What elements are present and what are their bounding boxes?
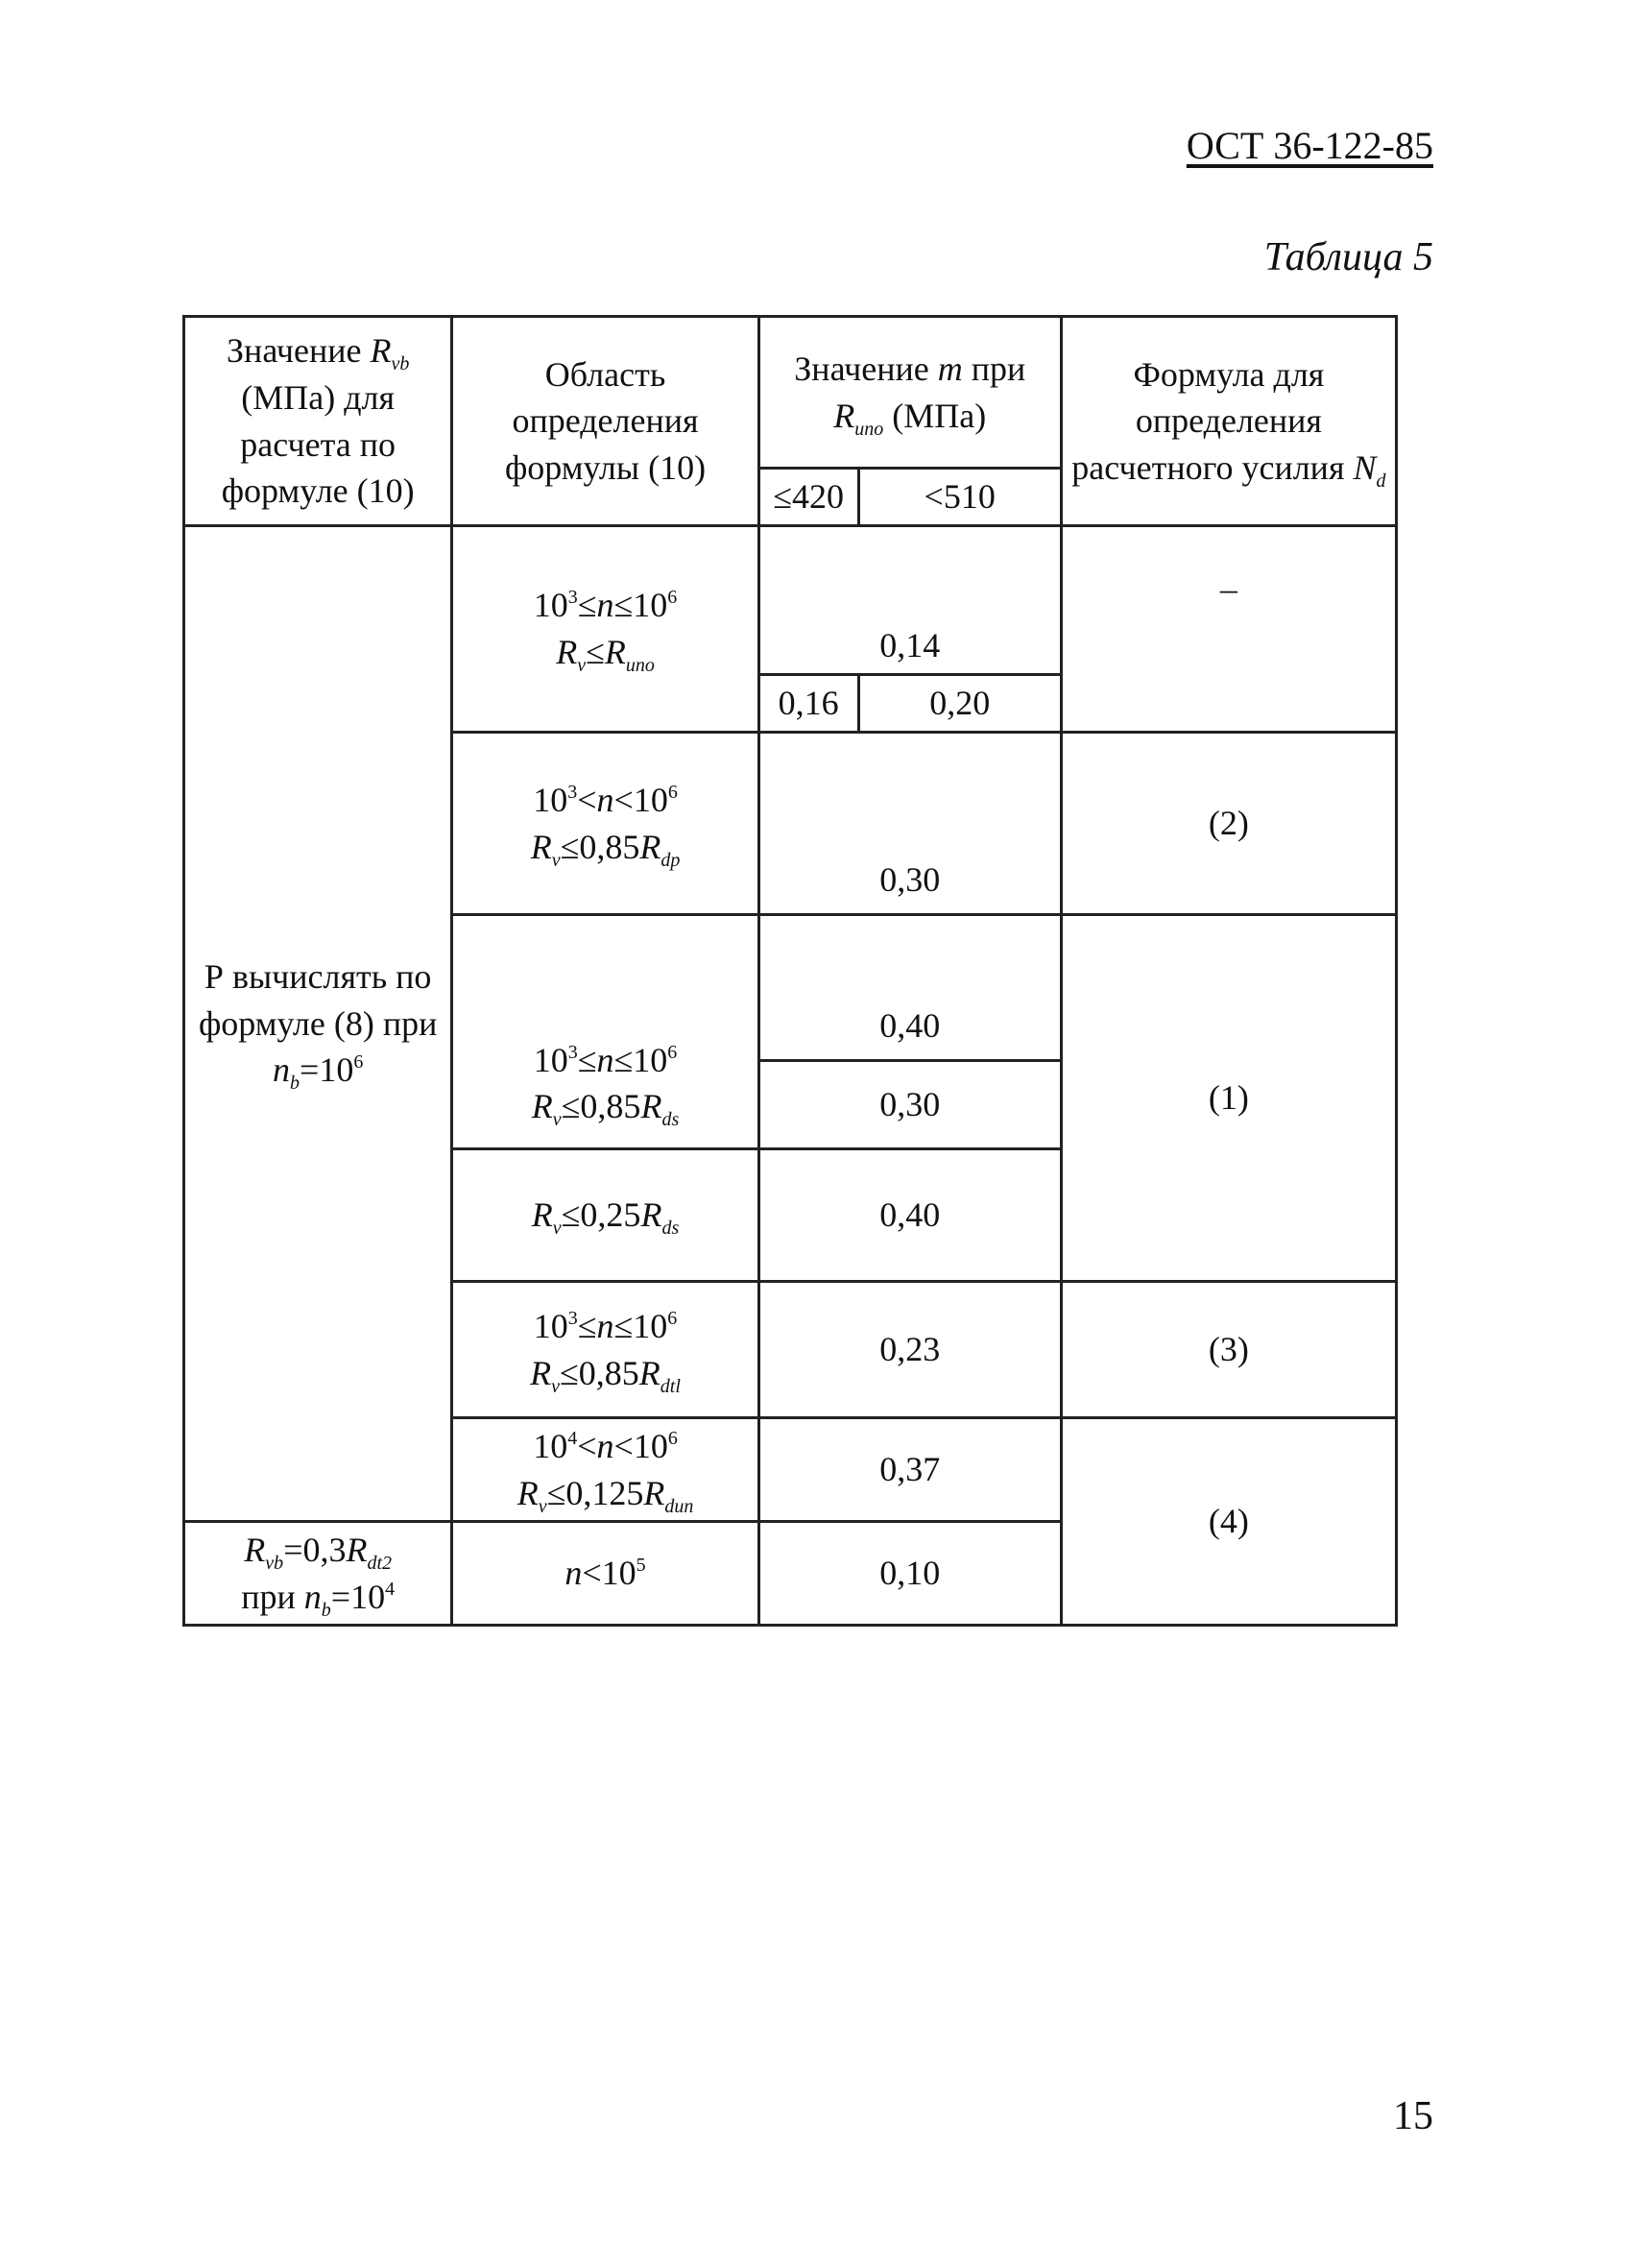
m-value-cell: 0,30 (758, 733, 1061, 915)
domain-cell: $n<10^5$ (452, 1522, 758, 1626)
domain-cell: $10^3<n<10^6$ $R_v\le 0,85R_{dp}$ (452, 733, 758, 915)
header-domain: Область определения формулы (10) (452, 317, 758, 526)
page-number: 15 (1393, 2094, 1433, 2138)
m-value-cell: 0,23 (758, 1282, 1061, 1418)
domain-cell: $R_v\le 0,25R_{ds}$ (452, 1149, 758, 1282)
m-value-cell: 0,30 (758, 1061, 1061, 1149)
formula-cell: (4) (1061, 1418, 1396, 1626)
m-value-cell: 0,16 (758, 675, 858, 733)
domain-cell: $10^4<n<10^6$ $R_v\le 0,125R_{dun}$ (452, 1418, 758, 1522)
formula-cell: (2) (1061, 733, 1396, 915)
formula-cell: – (1061, 526, 1396, 733)
m-value-cell: 0,40 (758, 915, 1061, 1061)
domain-cell: $10^3\le n\le 10^6$ $R_v\le R_{uno}$ (452, 526, 758, 733)
document-code: ОСТ 36-122-85 (1186, 124, 1433, 167)
m-value-cell: 0,40 (758, 1149, 1061, 1282)
domain-cell: $10^3\le n\le 10^6$ $R_v\le 0,85R_{dtl}$ (452, 1282, 758, 1418)
table-5 (182, 315, 1398, 1627)
m-value-cell: 0,20 (858, 675, 1061, 733)
table-label: Таблица 5 (1263, 235, 1433, 279)
header-m-value: Значение m при $R_{uno}$ (МПа) (758, 317, 1061, 469)
header-rvb: Значение $R_{vb}$ (МПа) для расчета по формуле (10) (184, 317, 452, 526)
header-row (184, 317, 1397, 469)
m-value-cell: 0,14 (758, 526, 1061, 675)
table-row (184, 526, 1397, 675)
domain-cell: $10^3\le n\le 10^6$ $R_v\le 0,85R_{ds}$ (452, 915, 758, 1149)
rvb-cell: $R_{vb}=0,3R_{dt2}$ при $n_b=10^4$ (184, 1522, 452, 1626)
header-m-420: ≤420 (758, 469, 858, 526)
formula-cell: (1) (1061, 915, 1396, 1282)
merged-cell-p: Р вычислять по формуле (8) при $n_b=10^6$ (184, 526, 452, 1522)
header-m-510: <510 (858, 469, 1061, 526)
header-formula: Формула для определения расчетного усилия $N_d$ (1061, 317, 1396, 526)
m-value-cell: 0,10 (758, 1522, 1061, 1626)
formula-cell: (3) (1061, 1282, 1396, 1418)
m-value-cell: 0,37 (758, 1418, 1061, 1522)
